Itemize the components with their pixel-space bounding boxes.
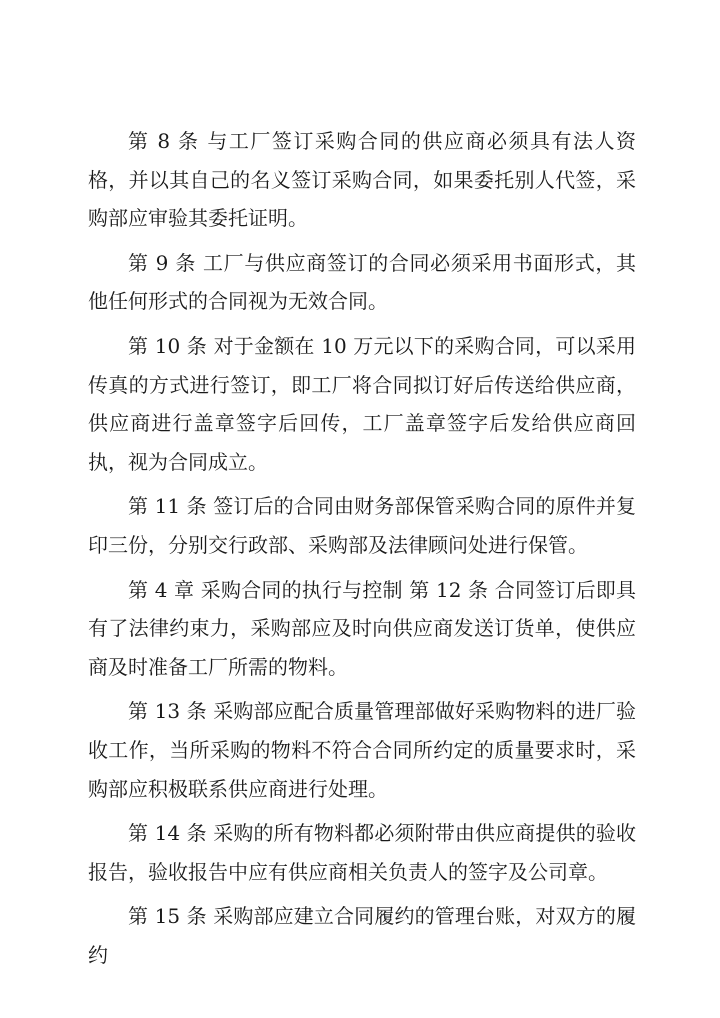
paragraph-article-11: 第 11 条 签订后的合同由财务部保管采购合同的原件并复印三份，分别交行政部、采购部及法律顾问处进行保管。 <box>88 494 636 557</box>
paragraph-article-13: 第 13 条 采购部应配合质量管理部做好采购物料的进厂验收工作，当所采购的物料不符合合同所约定的质量要求时，采购部应积极联系供应商进行处理。 <box>88 699 636 801</box>
paragraph-article-10: 第 10 条 对于金额在 10 万元以下的采购合同，可以采用传真的方式进行签订，即工厂将合同拟订好后传送给供应商，供应商进行盖章签字后回传，工厂盖章签字后发给供应商回执，视为合同成立。 <box>88 333 636 474</box>
paragraph-article-15: 第 15 条 采购部应建立合同履约的管理台账，对双方的履约 <box>88 904 636 967</box>
paragraph-chapter-4-article-12: 第 4 章 采购合同的执行与控制 第 12 条 合同签订后即具有了法律约束力，采购部应及时向供应商发送订货单，使供应商及时准备工厂所需的物料。 <box>88 577 636 679</box>
paragraph-article-9: 第 9 条 工厂与供应商签订的合同必须采用书面形式，其他任何形式的合同视为无效合同。 <box>88 250 636 314</box>
paragraph-article-14: 第 14 条 采购的所有物料都必须附带由供应商提供的验收报告，验收报告中应有供应商相关负责人的签字及公司章。 <box>88 821 636 884</box>
paragraph-article-8: 第 8 条 与工厂签订采购合同的供应商必须具有法人资格，并以其自己的名义签订采购合同，如果委托别人代签，采购部应审验其委托证明。 <box>88 129 636 231</box>
document-body <box>88 122 636 980</box>
